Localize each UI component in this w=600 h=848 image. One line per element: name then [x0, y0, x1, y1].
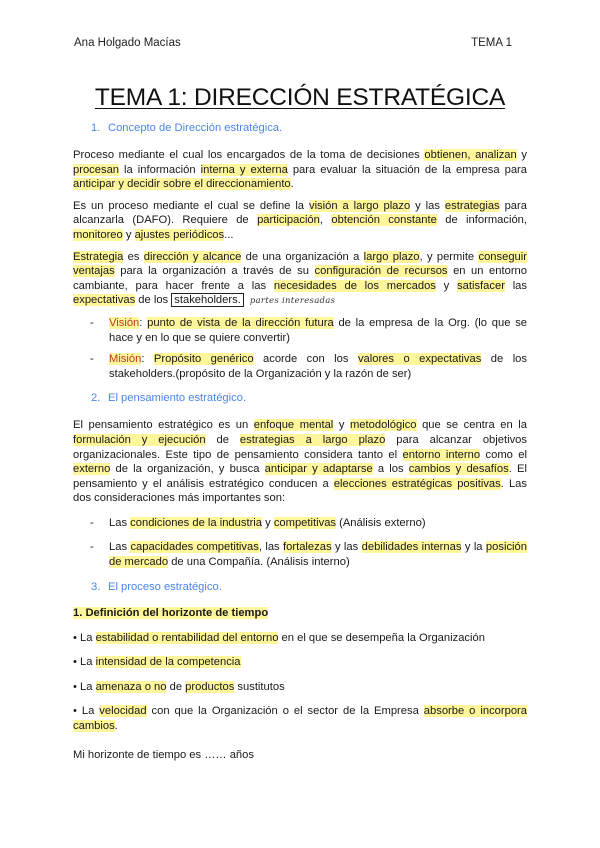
section-number: 2.: [91, 392, 101, 405]
paragraph-process: Es un proceso mediante el cual se define la visión a largo plazo y las estrategias para alcanzarla (DAFO). Requiere de participación, obtención constante de información, monitoreo y ajustes periódicos...: [73, 199, 527, 241]
list-item-external: - Las condiciones de la industria y competitivas (Análisis externo): [90, 516, 426, 529]
boxed-term: stakeholders.: [171, 293, 244, 307]
closing-line: Mi horizonte de tiempo es …… años: [73, 748, 254, 761]
paragraph-strategy: Estrategia es dirección y alcance de una organización a largo plazo, y permite conseguir ventajas para la organización a través de su configuración de recursos en un entorno cambiante, para hacer frente a las necesidades de los mercados y satisfacer las expectativas de los stakeholders. partes interesadas: [73, 250, 527, 307]
list-item-mission: - Misión: Propósito genérico acorde con los valores o expectativas de los stakeholders.(propósito de la Organización y la razón de ser): [90, 353, 527, 380]
subheading-time-horizon: 1. Definición del horizonte de tiempo: [73, 606, 269, 619]
page-title: TEMA 1: DIRECCIÓN ESTRATÉGICA: [94, 84, 506, 111]
document-body: [73, 121, 527, 772]
section-heading-3: [91, 580, 527, 595]
list-item-competition: • La intensidad de la competencia: [73, 656, 241, 669]
list-item-stability: • La estabilidad o rentabilidad del entorno en el que se desempeña la Organización: [73, 631, 485, 644]
list-item-vision: - Visión: punto de vista de la dirección futura de la empresa de la Org. (lo que se hace y en lo que se quiere convertir): [90, 316, 528, 344]
section-heading-2: [91, 391, 527, 406]
paragraph-definition: Proceso mediante el cual los encargados de la toma de decisiones obtienen, analizan y procesan la información interna y externa para evaluar la situación de la empresa para anticipar y decidir sobre el direccionamiento.: [73, 149, 527, 191]
paragraph-strategic-thinking: El pensamiento estratégico es un enfoque mental y metodológico que se centra en la formulación y ejecución de estrategias a largo plazo para alcanzar objetivos organizacionales. Este tipo de pensamiento considera tanto el entorno interno como el externo de la organización, y busca anticipar y adaptarse a los cambios y desafíos. El pensamiento y el análisis estratégico conducen a elecciones estratégicas positivas. Las dos consideraciones más importantes son:: [73, 419, 527, 505]
section-number: 1.: [91, 122, 101, 134]
section-label: El proceso estratégico.: [108, 580, 222, 593]
section-label: El pensamiento estratégico.: [108, 392, 247, 405]
section-number: 3.: [91, 580, 101, 593]
section-label: Concepto de Dirección estratégica.: [108, 122, 283, 134]
list-item-internal: - Las capacidades competitivas, las fortalezas y las debilidades internas y la posición de mercado de una Compañía. (Análisis interno): [90, 541, 527, 569]
handwritten-note: partes interesadas: [249, 296, 336, 307]
list-item-threat: • La amenaza o no de productos sustitutos: [73, 680, 285, 693]
section-heading-1: [91, 121, 527, 136]
header-topic: TEMA 1: [471, 37, 512, 49]
list-item-velocity: • La velocidad con que la Organización o el sector de la Empresa absorbe o incorpora cambios.: [73, 705, 528, 733]
header-author: Ana Holgado Macías: [74, 37, 181, 49]
